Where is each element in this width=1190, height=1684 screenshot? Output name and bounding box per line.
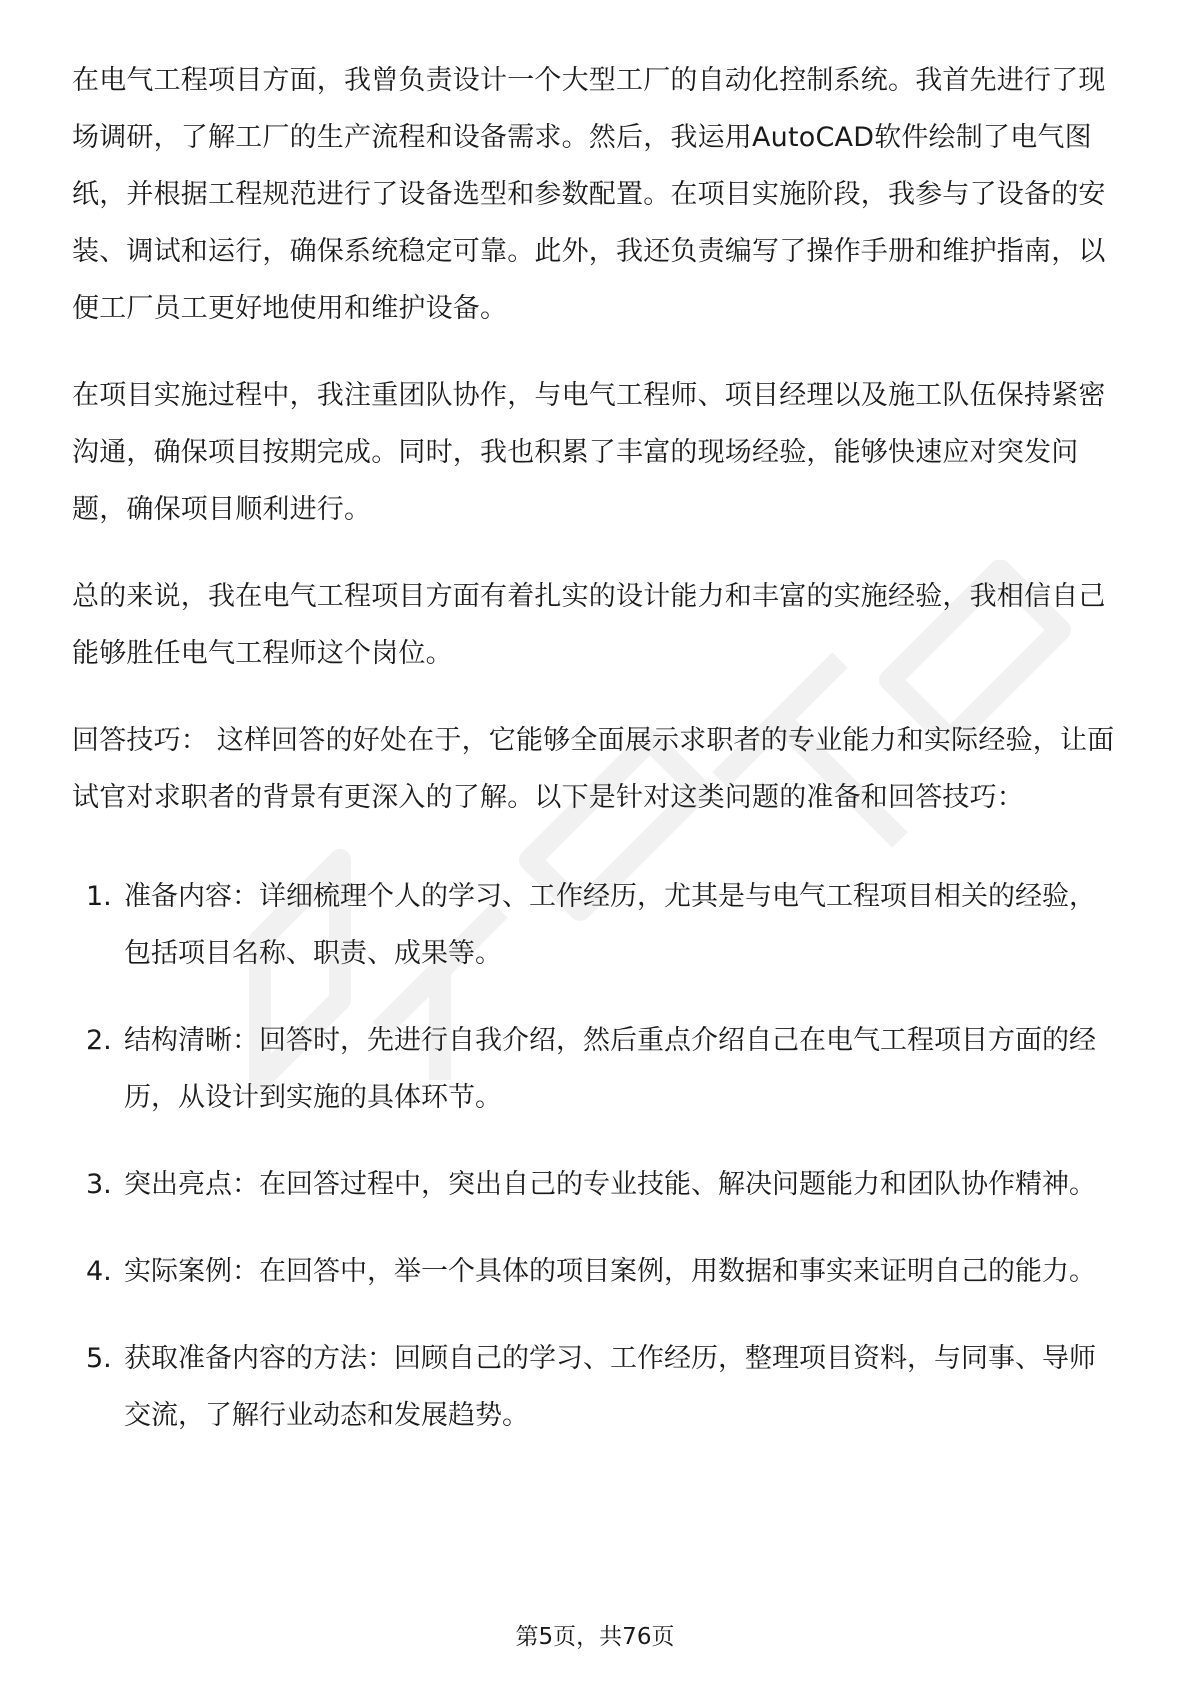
list-item-number: 5.: [86, 1343, 112, 1374]
list-item-number: 3.: [86, 1169, 112, 1200]
list-item: [72, 868, 1118, 982]
list-item-text: 结构清晰：回答时，先进行自我介绍，然后重点介绍自己在电气工程项目方面的经历，从设计到实施的具体环节。: [124, 1025, 1096, 1113]
paragraph-answer-tips: 回答技巧： 这样回答的好处在于，它能够全面展示求职者的专业能力和实际经验，让面试官对求职者的背景有更深入的了解。以下是针对这类问题的准备和回答技巧：: [72, 725, 1115, 813]
list-item: [72, 1012, 1118, 1126]
document-body: [72, 52, 1118, 1474]
list-item-number: 4.: [86, 1256, 112, 1287]
list-item: [72, 1243, 1118, 1300]
paragraph-summary: 总的来说，我在电气工程项目方面有着扎实的设计能力和丰富的实施经验，我相信自己能够胜任电气工程师这个岗位。: [72, 581, 1106, 669]
page-number: 第5页，共76页: [515, 1624, 675, 1650]
list-item-text: 突出亮点：在回答过程中，突出自己的专业技能、解决问题能力和团队协作精神。: [124, 1169, 1096, 1200]
list-item-text: 准备内容：详细梳理个人的学习、工作经历，尤其是与电气工程项目相关的经验，包括项目名称、职责、成果等。: [124, 881, 1096, 969]
list-item-text: 获取准备内容的方法：回顾自己的学习、工作经历，整理项目资料，与同事、导师交流，了解行业动态和发展趋势。: [124, 1343, 1096, 1431]
list-item: [72, 1330, 1118, 1444]
tips-list: [72, 868, 1118, 1444]
list-item: [72, 1156, 1118, 1213]
list-item-text: 实际案例：在回答中，举一个具体的项目案例，用数据和事实来证明自己的能力。: [124, 1256, 1096, 1287]
list-item-number: 1.: [86, 881, 112, 912]
paragraph-project-experience: 在电气工程项目方面，我曾负责设计一个大型工厂的自动化控制系统。我首先进行了现场调研，了解工厂的生产流程和设备需求。然后，我运用AutoCAD软件绘制了电气图纸，并根据工程规范进行了设备选型和参数配置。在项目实施阶段，我参与了设备的安装、调试和运行，确保系统稳定可靠。此外，我还负责编写了操作手册和维护指南，以便工厂员工更好地使用和维护设备。: [72, 65, 1106, 324]
list-item-number: 2.: [86, 1025, 112, 1056]
paragraph-teamwork: 在项目实施过程中，我注重团队协作，与电气工程师、项目经理以及施工队伍保持紧密沟通，确保项目按期完成。同时，我也积累了丰富的现场经验，能够快速应对突发问题，确保项目顺利进行。: [72, 380, 1106, 525]
